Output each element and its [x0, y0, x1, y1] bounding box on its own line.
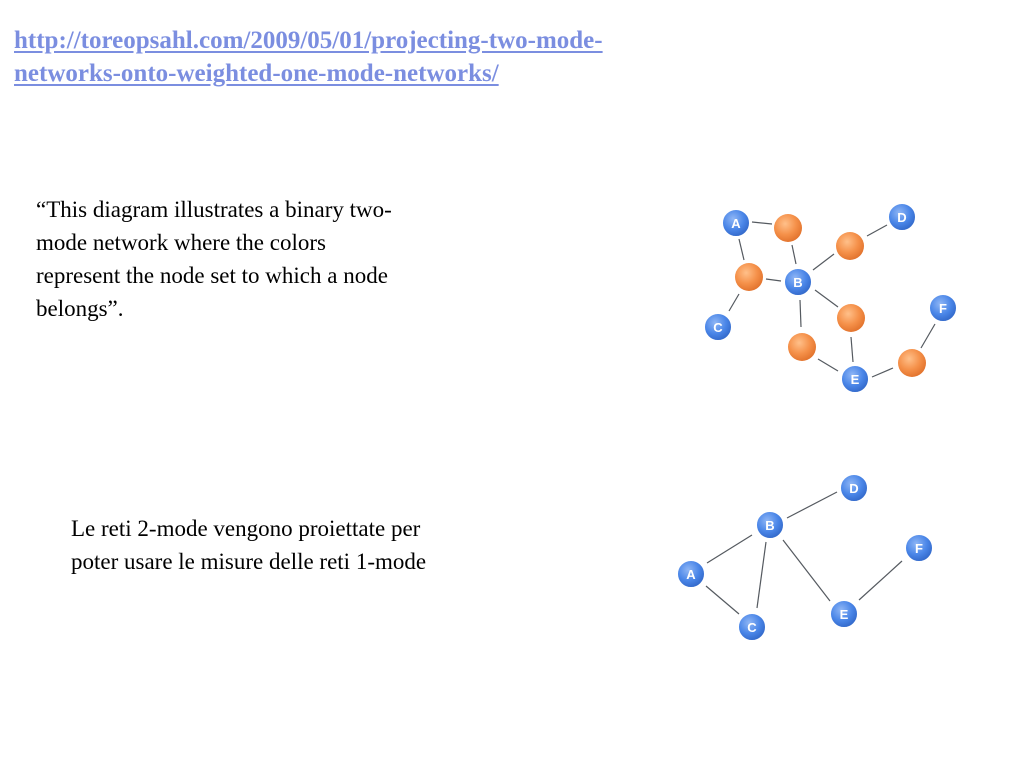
orange-node-2: [836, 232, 864, 260]
caption-line-2: poter usare le misure delle reti 1-mode: [71, 549, 427, 574]
two-mode-secondary-nodes: [735, 214, 926, 377]
quote-line-4: belongs”.: [36, 296, 124, 321]
orange-node-5: [788, 333, 816, 361]
proj-node-d: [840, 474, 868, 502]
proj-node-f-label: F: [915, 541, 923, 556]
edge-b-c: [757, 542, 766, 608]
edge-b-e: [783, 540, 830, 601]
proj-node-a: [677, 560, 705, 588]
edge-b-o5: [800, 300, 801, 327]
orange-node-6: [898, 349, 926, 377]
node-e: [841, 365, 869, 393]
quote-line-2: mode network where the colors: [36, 230, 326, 255]
node-d: [888, 203, 916, 231]
node-b: [784, 268, 812, 296]
node-c: [704, 313, 732, 341]
caption-line-1: Le reti 2-mode vengono proiettate per: [71, 516, 421, 541]
proj-node-a-label: A: [686, 567, 696, 582]
quote-line-3: represent the node set to which a node: [36, 263, 388, 288]
orange-node-3: [735, 263, 763, 291]
edge-o1-b: [792, 245, 796, 264]
edge-o3-c: [729, 294, 739, 311]
orange-node-1: [774, 214, 802, 242]
proj-node-e: [830, 600, 858, 628]
node-d-label: D: [897, 210, 907, 225]
one-mode-network: [677, 474, 933, 641]
edge-o2-b: [813, 254, 834, 270]
edge-o2-d: [867, 225, 887, 236]
proj-node-f: [905, 534, 933, 562]
proj-node-c-label: C: [747, 620, 757, 635]
node-e-label: E: [850, 372, 860, 387]
edge-o3-b: [766, 279, 781, 281]
one-mode-edges: [706, 492, 902, 614]
edge-b-a: [707, 535, 752, 563]
edge-a-o1: [752, 222, 772, 224]
node-b-label: B: [793, 275, 803, 290]
edge-a-o3: [739, 239, 744, 260]
node-c-label: C: [713, 320, 723, 335]
edge-o6-f: [921, 324, 935, 348]
orange-node-4: [837, 304, 865, 332]
edge-b-o4: [815, 290, 838, 307]
proj-node-e-label: E: [839, 607, 849, 622]
node-a: [722, 209, 750, 237]
proj-node-c: [738, 613, 766, 641]
node-a-label: A: [731, 216, 741, 231]
proj-node-b-label: B: [765, 518, 775, 533]
edge-b-d: [787, 492, 837, 518]
edge-e-f: [859, 561, 902, 600]
edge-a-c: [706, 586, 739, 614]
node-f: [929, 294, 957, 322]
quote-line-1: “This diagram illustrates a binary two-: [36, 197, 392, 222]
source-url-line-1[interactable]: http://toreopsahl.com/2009/05/01/projecting-two-mode-: [14, 27, 603, 54]
edge-o5-e: [818, 359, 838, 371]
node-f-label: F: [939, 301, 947, 316]
edge-o4-e: [851, 337, 853, 362]
source-url-line-2[interactable]: networks-onto-weighted-one-mode-networks/: [14, 60, 499, 87]
proj-node-b: [756, 511, 784, 539]
proj-node-d-label: D: [849, 481, 859, 496]
edge-e-o6: [872, 368, 893, 377]
two-mode-network: [704, 203, 957, 393]
